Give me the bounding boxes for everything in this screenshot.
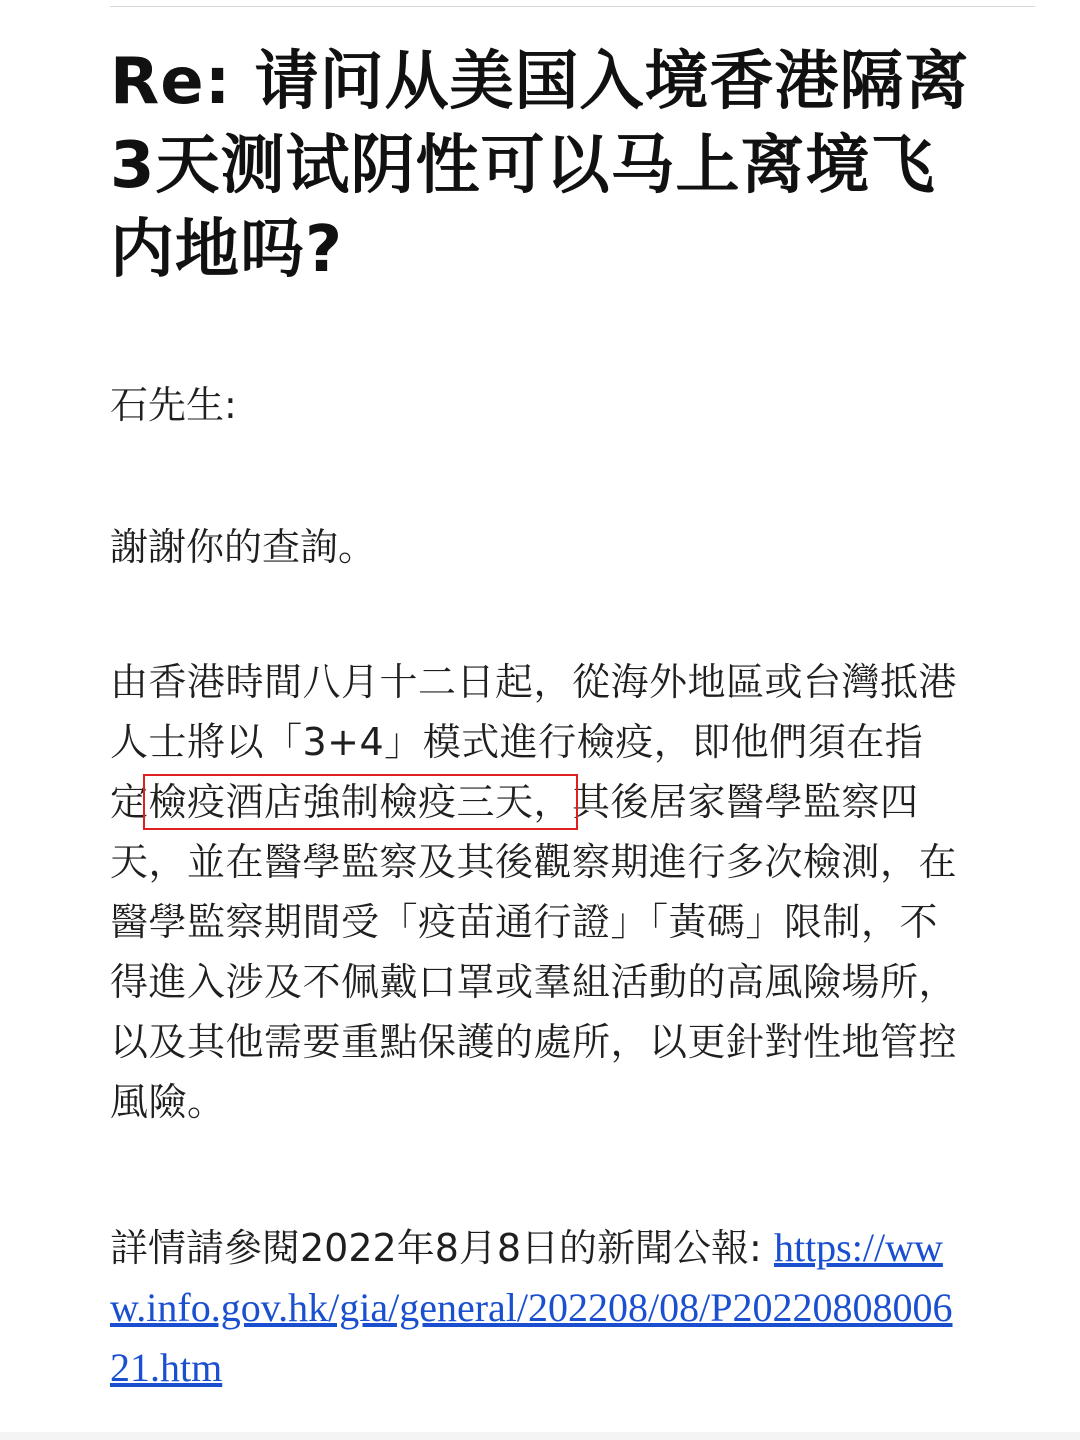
bottom-divider — [0, 1432, 1080, 1440]
top-divider — [110, 6, 1035, 7]
details-prefix: 詳情請參閱2022年8月8日的新聞公報: — [110, 1226, 774, 1270]
press-release-link[interactable]: https://www.info.gov.hk/gia/general/202208/08/P2022080800621.htm — [110, 1225, 953, 1390]
email-paragraph — [110, 652, 960, 1132]
highlighted-quarantine-text: 檢疫酒店強制檢疫三天， — [148, 780, 573, 824]
paragraph-text-before: 由香港時間八月十二日起，從海外地區或台灣抵港人士將以「3+4」模式進行檢疫，即他們須在指定 — [110, 660, 958, 824]
email-greeting: 石先生: — [110, 383, 237, 427]
email-thanks: 謝謝你的查詢。 — [110, 525, 377, 569]
email-subject: Re: 请问从美国入境香港隔离3天测试阴性可以马上离境飞内地吗? — [110, 45, 970, 287]
email-details — [110, 1218, 960, 1398]
paragraph-text-after: 其後居家醫學監察四天，並在醫學監察及其後觀察期進行多次檢測，在醫學監察期間受「疫苗通行證」「黃碼」限制，不得進入涉及不佩戴口罩或羣組活動的高風險場所，以及其他需要重點保護的處所，以更針對性地管控風險。 — [110, 780, 958, 1124]
